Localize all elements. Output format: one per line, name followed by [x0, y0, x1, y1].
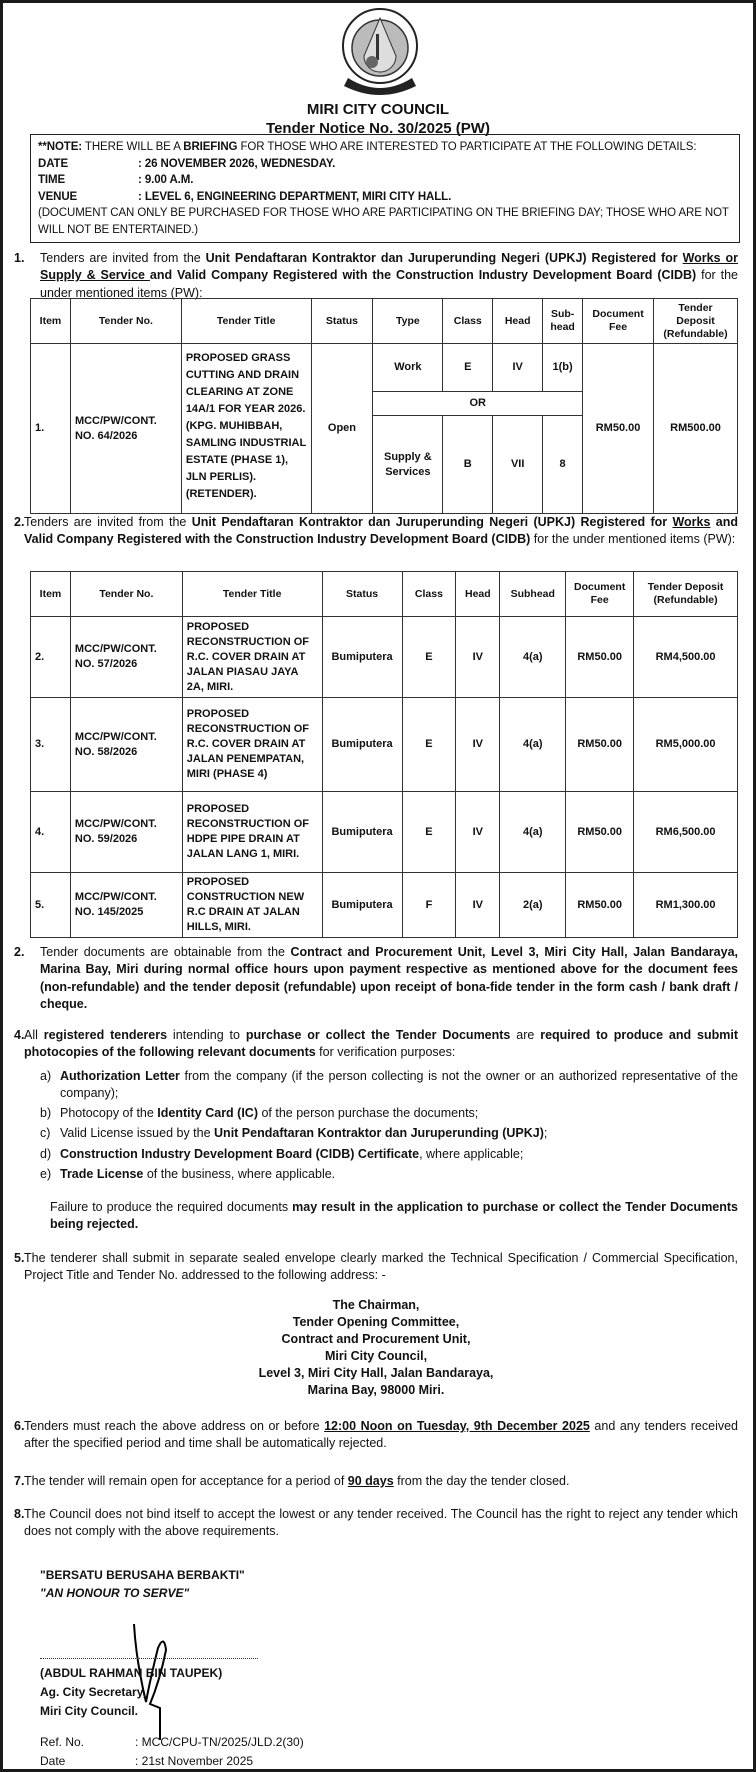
- cell-fee: RM50.00: [566, 617, 634, 698]
- cell-subhead: 4(a): [500, 792, 566, 873]
- cell-item: 4.: [31, 792, 71, 873]
- text-run: , where applicable;: [419, 1146, 524, 1161]
- required-documents-list: [40, 1068, 738, 1184]
- section-7: 7. The tender will remain open for acceptance for a period of 90 days from the day the tender closed.: [14, 1474, 570, 1488]
- cell-head: IV: [456, 792, 500, 873]
- section-2: 2. Tender documents are obtainable from the Contract and Procurement Unit, Level 3, Miri City Hall, Jalan Bandaraya, Marina Bay, Miri during normal office hours upon payment respective as mentioned above for the document fees (non-refundable) and the tender deposit (refundable) upon receipt of bona-fide tender in the form cash / bank draft / cheque.: [14, 945, 738, 1011]
- text-run: Unit Pendaftaran Kontraktor dan Juruperunding (UPKJ): [214, 1126, 544, 1141]
- list-item: a) Authorization Letter from the company (if the person collecting is not the owner or an authorized representative of the company);: [40, 1068, 738, 1100]
- text-run: Valid License issued by the: [60, 1126, 215, 1141]
- signature-line: [40, 1658, 258, 1659]
- text-run: ;: [543, 1126, 548, 1141]
- council-name: MIRI CITY COUNCIL: [306, 101, 450, 118]
- signatory-block: (ABDUL RAHMAN BIN TAUPEK) Ag. City Secretary, Miri City Council.: [40, 1666, 223, 1718]
- briefing-note: [30, 134, 740, 243]
- cell-deposit: RM1,300.00: [634, 873, 738, 938]
- text-run: purchase or collect the Tender Documents: [245, 1028, 511, 1042]
- table-header: Item Tender No. Tender Title Status Type Class Head Sub-head Document Fee Tender Deposit (Refundable): [31, 299, 738, 344]
- text-run: The tender will remain open for acceptance for a period of: [24, 1474, 348, 1488]
- text-run: Photocopy of the: [60, 1106, 158, 1120]
- cell-title: PROPOSED RECONSTRUCTION OF HDPE PIPE DRAIN AT JALAN LANG 1, MIRI.: [182, 792, 322, 873]
- text-run: All: [24, 1028, 44, 1042]
- cell-tender-no: MCC/PW/CONT. NO. 58/2026: [70, 698, 182, 792]
- text-run: Tenders are invited from the: [24, 515, 192, 529]
- note-intro: [38, 139, 732, 156]
- text-run: The tenderer shall submit in separate sealed envelope clearly marked the Technical Specification / Commercial Specification, Project Title and Tender No. addressed to the following address: -: [24, 1251, 738, 1283]
- text-run: for the under mentioned items (PW):: [40, 268, 738, 300]
- text-run: and Valid Company Registered with the Construction Industry Development Board (CIDB): [24, 515, 738, 547]
- section-1b: 2. Tenders are invited from the Unit Pendaftaran Kontraktor dan Juruperunding Negeri (UPKJ) Registered for Works and Valid Company Registered with the Construction Industry Development Board (CIDB) for the under mentioned items (PW):: [14, 515, 738, 547]
- council-logo: [338, 6, 422, 98]
- text-run: Works or Supply & Service: [40, 251, 738, 283]
- text-run: for the under mentioned items (PW):: [530, 532, 736, 547]
- section-1: 1. Tenders are invited from the Unit Pendaftaran Kontraktor dan Juruperunding Negeri (UPKJ) Registered for Works or Supply & Service and Valid Company Registered with the Construction Industry Development Board (CIDB) for the under mentioned items (PW):: [14, 251, 738, 300]
- cell-item: 3.: [31, 698, 71, 792]
- text-run: Unit Pendaftaran Kontraktor dan Juruperunding Negeri (UPKJ) Registered for: [191, 515, 673, 529]
- text-run: of the person purchase the documents;: [258, 1106, 479, 1120]
- table-row: [31, 698, 738, 792]
- text-run: of the business, where applicable.: [143, 1166, 336, 1181]
- note-footer: (DOCUMENT CAN ONLY BE PURCHASED FOR THOSE WHO ARE PARTICIPATING ON THE BRIEFING DAY; THOSE WHO ARE NOT WILL NOT BE ENTERTAINED.): [38, 207, 729, 236]
- section-4: 4. All registered tenderers intending to purchase or collect the Tender Documents are required to produce and submit photocopies of the following relevant documents for verification purposes: a) Authorization Letter from the company (if the person collecting is not the owner or an authorized representative of the company); b) Photocopy of the Identity Card (IC) of the person purchase the documents; c) Valid License issued by the Unit Pendaftaran Kontraktor dan Juruperunding (UPKJ); d) Construction Industry Development Board (CIDB) Certificate, where applicable; e) Trade License of the business, where applicable. Failure to produce the required documents may result in the application to purchase or collect the Tender Documents being rejected.: [14, 1027, 738, 1234]
- text-run: BRIEFING: [183, 141, 238, 153]
- text-run: **NOTE:: [38, 141, 83, 153]
- tender-table-1: Item Tender No. Tender Title Status Type Class Head Sub-head Document Fee Tender Deposit (Refundable) 1. MCC/PW/CONT. NO. 64/2026 PROPOSED GRASS CUTTING AND DRAIN CLEARING AT ZONE 14A/1 FOR YEAR 2026. (KPG. MUHIBBAH, SAMLING INDUSTRIAL ESTATE (PHASE 1), JLN PERLIS). (RETENDER). Open Work E IV 1(b) RM50.00 RM500.00 OR Supply & Services B VII 8: [30, 298, 738, 514]
- table-header: Item Tender No. Tender Title Status Class Head Subhead Document Fee Tender Deposit (Refundable): [31, 572, 738, 617]
- cell-deposit: RM4,500.00: [634, 617, 738, 698]
- header: [0, 100, 756, 138]
- failure-note: [50, 1199, 738, 1234]
- table-row: [31, 617, 738, 698]
- text-run: Authorization Letter: [60, 1068, 180, 1083]
- cell-class: F: [402, 873, 456, 938]
- text-run: Trade License: [60, 1166, 144, 1181]
- cell-status: Bumiputera: [322, 873, 402, 938]
- text-run: and any tenders received after the specified period and time shall be automatically rejected.: [24, 1419, 738, 1451]
- notice-number: Tender Notice No. 30/2025 (PW): [266, 120, 490, 137]
- text-run: 12:00 Noon on Tuesday, 9th December 2025: [324, 1419, 590, 1433]
- cell-head: IV: [456, 698, 500, 792]
- table-row: [31, 792, 738, 873]
- cell-class: E: [402, 617, 456, 698]
- cell-tender-no: MCC/PW/CONT. NO. 59/2026: [70, 792, 182, 873]
- cell-tender-no: MCC/PW/CONT. NO. 145/2025: [70, 873, 182, 938]
- text-run: and Valid Company Registered with the Construction Industry Development Board (CIDB): [149, 268, 697, 283]
- text-run: Tenders must reach the above address on or before: [24, 1419, 325, 1433]
- text-run: FOR THOSE WHO ARE INTERESTED TO PARTICIPATE AT THE FOLLOWING DETAILS:: [237, 141, 697, 153]
- section-6: 6. Tenders must reach the above address on or before 12:00 Noon on Tuesday, 9th December 2025 and any tenders received after the specified period and time shall be automatically rejected.: [14, 1419, 738, 1451]
- cell-status: Bumiputera: [322, 792, 402, 873]
- table-row: [31, 873, 738, 938]
- cell-subhead: 4(a): [500, 617, 566, 698]
- cell-fee: RM50.00: [566, 792, 634, 873]
- cell-tender-no: MCC/PW/CONT. NO. 57/2026: [70, 617, 182, 698]
- text-run: Tender documents are obtainable from the: [40, 945, 291, 959]
- list-item: d) Construction Industry Development Board (CIDB) Certificate, where applicable;: [40, 1146, 524, 1161]
- cell-class: E: [402, 792, 456, 873]
- text-run: Tenders are invited from the: [40, 251, 206, 265]
- submission-address: The Chairman, Tender Opening Committee, Contract and Procurement Unit, Miri City Council, Level 3, Miri City Hall, Jalan Bandaraya, Marina Bay, 98000 Miri.: [258, 1297, 494, 1397]
- cell-title: PROPOSED RECONSTRUCTION OF R.C. COVER DRAIN AT JALAN PENEMPATAN, MIRI (PHASE 4): [182, 698, 322, 792]
- text-run: may result in the application to purchase or collect the Tender Documents being rejected.: [50, 1200, 739, 1232]
- text-run: Unit Pendaftaran Kontraktor dan Juruperunding Negeri (UPKJ) Registered for: [205, 251, 683, 265]
- text-run: Works: [672, 515, 711, 529]
- cell-head: IV: [456, 873, 500, 938]
- tender-table-2: [30, 571, 738, 938]
- cell-item: 5.: [31, 873, 71, 938]
- text-run: intending to: [167, 1028, 246, 1042]
- cell-status: Bumiputera: [322, 698, 402, 792]
- cell-deposit: RM6,500.00: [634, 792, 738, 873]
- cell-head: IV: [456, 617, 500, 698]
- cell-item: 2.: [31, 617, 71, 698]
- cell-fee: RM50.00: [566, 698, 634, 792]
- text-run: required to produce and submit photocopies of the following relevant documents: [24, 1028, 738, 1060]
- text-run: are: [510, 1028, 541, 1042]
- note-date: DATE : 26 NOVEMBER 2026, WEDNESDAY.: [38, 157, 336, 170]
- text-run: The Council does not bind itself to accept the lowest or any tender received. The Council has the right to reject any tender which does not comply with the above requirements.: [24, 1507, 738, 1539]
- cell-title: PROPOSED CONSTRUCTION NEW R.C DRAIN AT JALAN HILLS, MIRI.: [182, 873, 322, 938]
- text-run: Failure to produce the required documents: [50, 1200, 293, 1214]
- section-5: 5. The tenderer shall submit in separate sealed envelope clearly marked the Technical Specification / Commercial Specification, Project Title and Tender No. addressed to the following address: - The Chairman, Tender Opening Committee, Contract and Procurement Unit, Miri City Council, Level 3, Miri City Hall, Jalan Bandaraya, Marina Bay, 98000 Miri.: [14, 1251, 738, 1397]
- table-row: 1. MCC/PW/CONT. NO. 64/2026 PROPOSED GRASS CUTTING AND DRAIN CLEARING AT ZONE 14A/1 FOR YEAR 2026. (KPG. MUHIBBAH, SAMLING INDUSTRIAL ESTATE (PHASE 1), JLN PERLIS). (RETENDER). Open Work E IV 1(b) RM50.00 RM500.00: [31, 344, 738, 392]
- cell-title: PROPOSED RECONSTRUCTION OF R.C. COVER DRAIN AT JALAN PIASAU JAYA 2A, MIRI.: [182, 617, 322, 698]
- text-run: THERE WILL BE A: [82, 141, 184, 153]
- text-run: from the company (if the person collecting is not the owner or an authorized representative of the company);: [60, 1068, 738, 1100]
- or-separator: OR: [373, 392, 583, 416]
- text-run: Contract and Procurement Unit, Level 3, Miri City Hall, Jalan Bandaraya, Marina Bay, Miri during normal office hours upon payment respective as mentioned above for the document fees (non-refundable) and the tender deposit (refundable) upon receipt of bona-fide tender in the form cash / bank draft / cheque.: [40, 945, 738, 1011]
- list-item: c) Valid License issued by the Unit Pendaftaran Kontraktor dan Juruperunding (UPKJ);: [40, 1126, 548, 1141]
- text-run: Identity Card (IC): [157, 1106, 258, 1120]
- text-run: from the day the tender closed.: [393, 1474, 570, 1488]
- cell-status: Bumiputera: [322, 617, 402, 698]
- note-time: TIME : 9.00 A.M.: [38, 174, 194, 186]
- text-run: for verification purposes:: [315, 1045, 456, 1060]
- cell-subhead: 2(a): [500, 873, 566, 938]
- cell-deposit: RM5,000.00: [634, 698, 738, 792]
- text-run: Construction Industry Development Board (CIDB) Certificate: [60, 1146, 420, 1161]
- text-run: registered tenderers: [43, 1028, 168, 1042]
- list-item: b) Photocopy of the Identity Card (IC) of the person purchase the documents;: [40, 1106, 479, 1120]
- text-run: 90 days: [347, 1474, 394, 1488]
- cell-class: E: [402, 698, 456, 792]
- reference-block: Ref. No. : MCC/CPU-TN/2025/JLD.2(30) Date : 21st November 2025: [40, 1735, 304, 1768]
- cell-fee: RM50.00: [566, 873, 634, 938]
- note-venue: VENUE : LEVEL 6, ENGINEERING DEPARTMENT, MIRI CITY HALL.: [38, 190, 452, 203]
- list-item: e) Trade License of the business, where applicable.: [40, 1166, 336, 1181]
- motto: "BERSATU BERUSAHA BERBAKTI" "AN HONOUR TO SERVE": [40, 1568, 245, 1600]
- cell-subhead: 4(a): [500, 698, 566, 792]
- section-8: 8. The Council does not bind itself to accept the lowest or any tender received. The Council has the right to reject any tender which does not comply with the above requirements.: [14, 1507, 738, 1539]
